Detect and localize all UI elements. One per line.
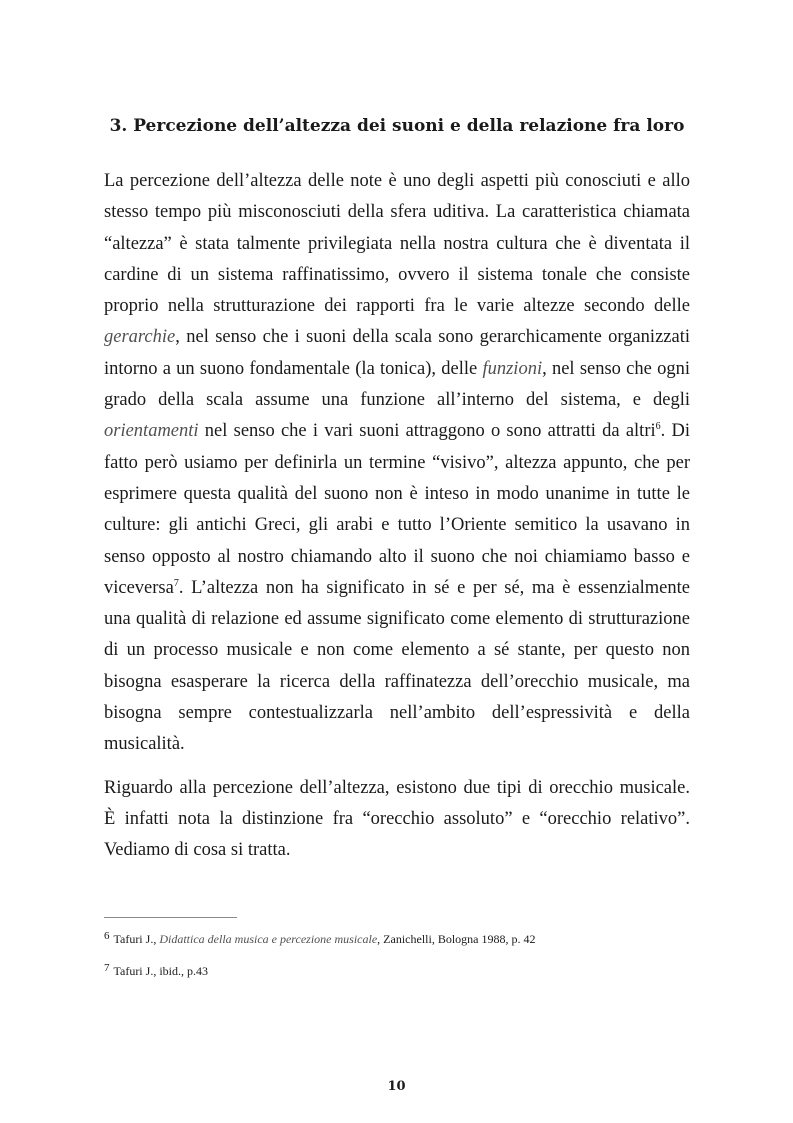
text-line: di un processo musicale e non come elemento a sé stante, per questo non [104, 640, 690, 661]
text-line [104, 573, 690, 604]
text-line [104, 322, 690, 353]
text-line: Riguardo alla percezione dell’altezza, esistono due tipi di orecchio musicale. [104, 777, 690, 798]
text-line: grado della scala assume una funzione all’interno del sistema, e degli [104, 390, 690, 411]
text-line: bisogna esasperare la ricerca della raffinatezza dell’orecchio musicale, ma [104, 671, 690, 692]
footnote-ref-6[interactable]: 6 [655, 421, 661, 433]
footnote-number: 7 [104, 962, 110, 974]
text-fragment: , nel senso che i suoni della scala sono gerarchicamente organizzati [175, 327, 690, 348]
text-line [104, 354, 690, 385]
text-line: culture: gli antichi Greci, gli arabi e tutto l’Oriente semitico la usavano in [104, 515, 690, 536]
text-line: bisogna sempre contestualizzarla nell’ambito dell’espressività e della [104, 703, 690, 724]
text-line: “altezza” è stata talmente privilegiata nella nostra cultura che è diventata il [104, 233, 690, 254]
footnote-book-title: Didattica della musica e percezione musicale [159, 932, 378, 946]
footnote-7 [104, 963, 690, 979]
italic-term-orientamenti: orientamenti [104, 421, 199, 442]
text-line: Vediamo di cosa si tratta. [104, 840, 291, 861]
text-line [104, 416, 690, 447]
page-number: 10 [387, 1079, 406, 1094]
text-line: proprio nella strutturazione dei rapporti fra le varie altezze secondo delle [104, 296, 690, 317]
text-fragment: . Di [660, 421, 690, 442]
text-line: una qualità di relazione ed assume significato come elemento di strutturazione [104, 609, 690, 630]
text-fragment: nel senso che i vari suoni attraggono o sono attratti da altri [198, 421, 656, 442]
text-line: stesso tempo più misconosciuti della sfera uditiva. La caratteristica chiamata [104, 202, 690, 223]
body-text [104, 166, 690, 867]
text-line: senso opposto al nostro chiamando alto il suono che noi chiamiamo basso e [104, 546, 690, 567]
footnote-citation: , Zanichelli, Bologna 1988, p. 42 [377, 932, 536, 946]
footnote-6 [104, 931, 690, 947]
text-line: fatto però usiamo per definirla un termine “visivo”, altezza appunto, che per [104, 452, 690, 473]
italic-term-gerarchie: gerarchie [104, 327, 176, 348]
footnote-citation: Tafuri J., ibid., p.43 [113, 964, 208, 978]
paragraph-2 [104, 773, 690, 867]
footnote-author: Tafuri J., [113, 932, 160, 946]
italic-term-funzioni: funzioni [482, 358, 543, 379]
text-line: musicalità. [104, 734, 185, 755]
text-line: esprimere questa qualità del suono non è inteso in modo unanime in tutte le [104, 483, 690, 504]
text-line: È infatti nota la distinzione fra “orecchio assoluto” e “orecchio relativo”. [104, 808, 690, 829]
text-line: cardine di un sistema raffinatissimo, ovvero il sistema tonale che consiste [104, 264, 690, 285]
section-heading: 3. Percezione dell’altezza dei suoni e della relazione fra loro [109, 116, 685, 136]
footnote-number: 6 [104, 930, 110, 942]
footnote-separator [104, 917, 237, 918]
text-fragment: . L’altezza non ha significato in sé e per sé, ma è essenzialmente [178, 577, 690, 598]
footnote-ref-7[interactable]: 7 [173, 577, 179, 589]
text-fragment: viceversa [104, 577, 174, 598]
text-fragment: , nel senso che ogni [542, 358, 690, 379]
text-line: La percezione dell’altezza delle note è uno degli aspetti più conosciuti e allo [104, 171, 690, 191]
paragraph-1 [104, 166, 690, 761]
text-fragment: intorno a un suono fondamentale (la tonica), delle [104, 358, 483, 379]
